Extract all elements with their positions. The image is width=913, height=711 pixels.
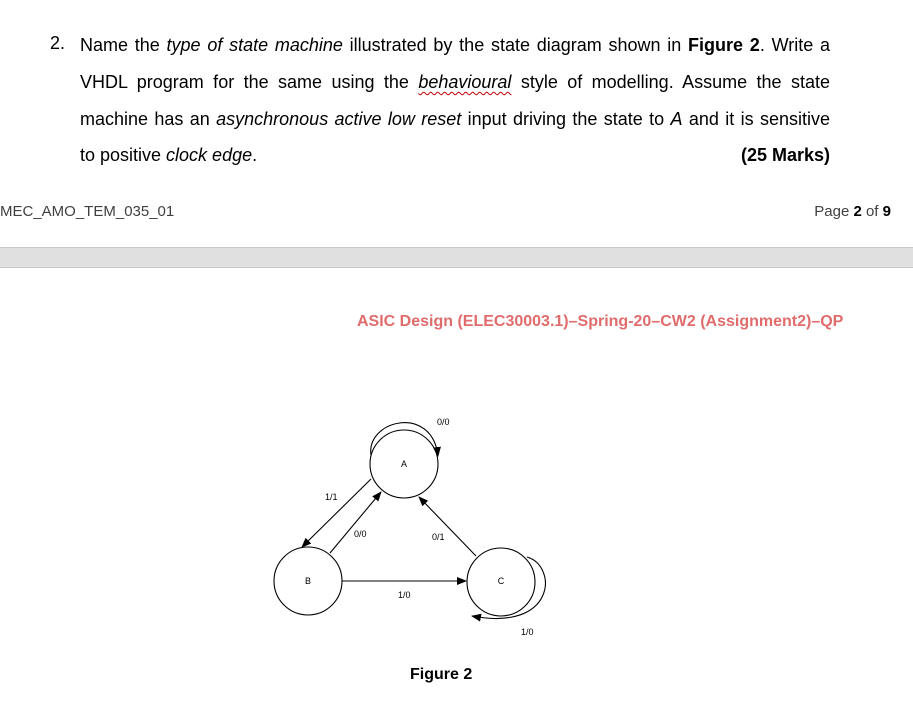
text-run-italic: clock edge — [166, 145, 253, 166]
text-run: input driving the state to — [461, 108, 671, 129]
text-run-italic: asynchronous active low reset — [216, 108, 462, 129]
question-number: 2. — [50, 33, 66, 53]
text-run: to positive — [80, 145, 167, 166]
text-run: style of modelling. Assume the state — [511, 71, 830, 92]
text-run: . — [252, 145, 258, 166]
label-b-to-a: 0/0 — [354, 529, 367, 539]
label-c-self: 1/0 — [521, 627, 534, 637]
transition-c-to-a — [419, 497, 476, 556]
text-run: illustrated by the state diagram shown in — [342, 35, 689, 55]
label-c-to-a: 0/1 — [432, 532, 445, 542]
doc-code: MEC_AMO_TEM_035_01 — [0, 203, 175, 220]
text-run: and it is sensitive — [682, 108, 830, 129]
text-run: machine has an — [80, 108, 217, 129]
text-run: VHDL program for the same using the — [80, 71, 419, 92]
state-a-label: A — [400, 459, 408, 469]
page-prefix: Page — [814, 203, 854, 220]
state-b-label: B — [304, 576, 312, 586]
text-run: . Write a — [759, 35, 830, 55]
transition-b-to-a — [330, 492, 381, 553]
text-run: Name the — [80, 35, 167, 55]
page-total: 9 — [882, 203, 891, 220]
text-run-italic: type of state machine — [166, 35, 343, 55]
text-run-italic: A — [670, 108, 683, 129]
label-b-to-c: 1/0 — [398, 590, 411, 600]
page-current: 2 — [853, 203, 862, 220]
state-c-label: C — [497, 576, 505, 586]
marks-label: (25 Marks) — [740, 145, 830, 166]
page-header-title: ASIC Design (ELEC30003.1)–Spring-20–CW2 (Assignment2)–QP — [357, 313, 844, 330]
spellcheck-word[interactable]: behavioural — [418, 71, 512, 92]
figure-caption: Figure 2 — [410, 666, 473, 683]
label-a-self: 0/0 — [437, 417, 450, 427]
label-a-to-b: 1/1 — [325, 492, 338, 502]
page-of: of — [861, 203, 883, 220]
text-run-bold: Figure 2 — [688, 35, 760, 55]
